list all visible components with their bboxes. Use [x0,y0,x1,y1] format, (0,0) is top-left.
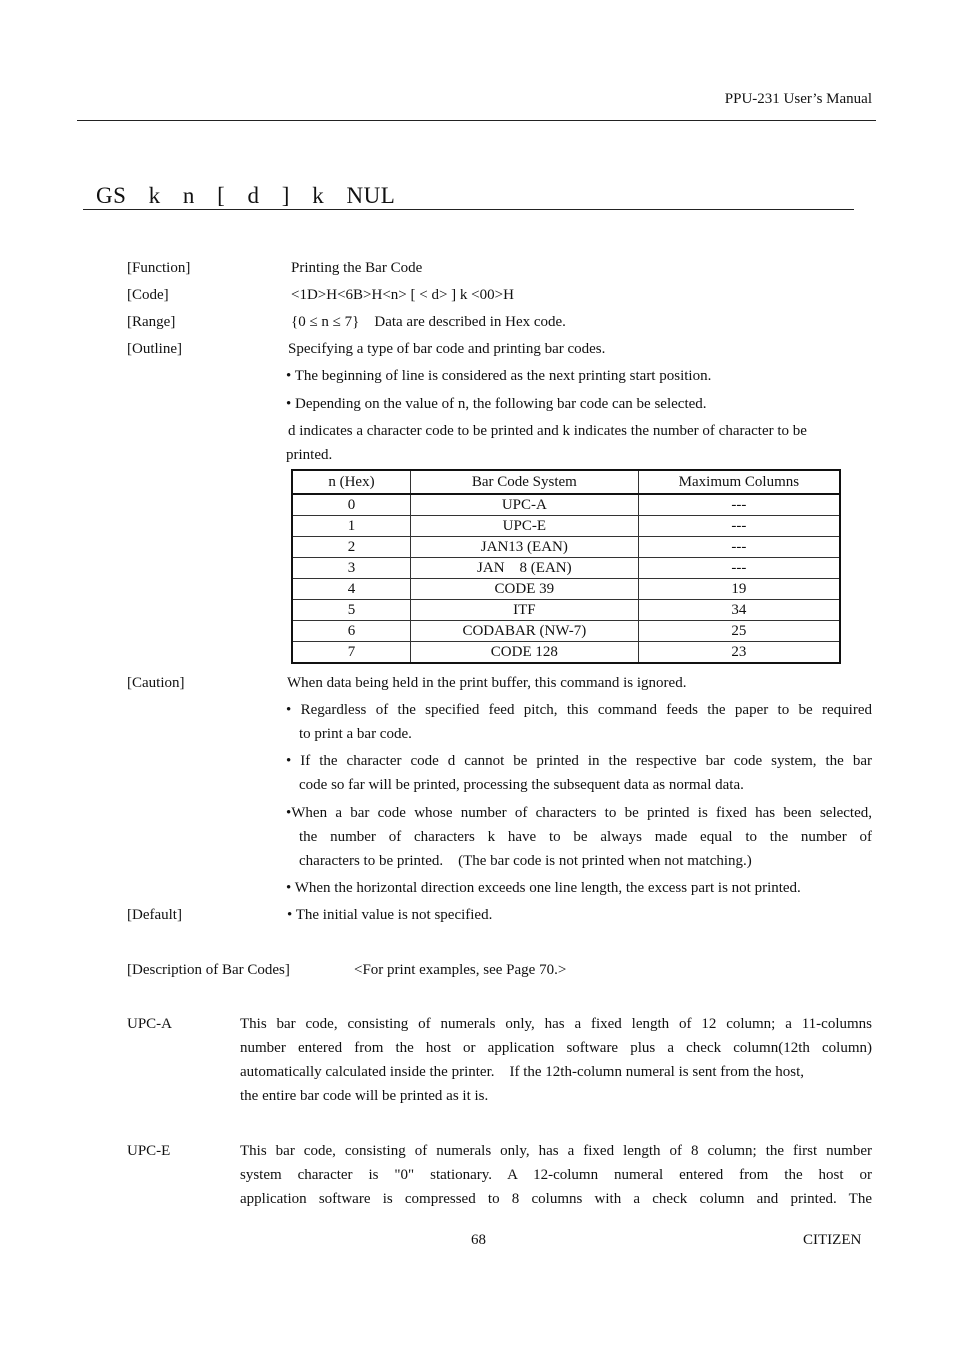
barcode-system-table [291,469,841,664]
table-cell-max: --- [638,516,840,537]
caution-bullet-4: • When the horizontal direction exceeds one line length, the excess part is not printed. [286,880,801,896]
table-row [292,579,840,600]
table-cell-max: --- [638,537,840,558]
outline-bullet-1: • The beginning of line is considered as the next printing start position. [286,368,712,384]
table-cell-n: 3 [292,558,410,579]
range-label: [Range] [127,314,176,330]
table-cell-max: 34 [638,600,840,621]
upce-line-2: system character is "0" stationary. A 12-column numeral entered from the host or [240,1167,872,1183]
table-cell-n: 4 [292,579,410,600]
caution-bullet-3-line-2: the number of characters k have to be always made equal to the number of [299,829,872,845]
table-cell-n: 5 [292,600,410,621]
upce-line-1: This bar code, consisting of numerals only, has a fixed length of 8 column; the first number [240,1143,872,1159]
page-number: 68 [471,1232,486,1248]
caution-bullet-1-line-2: to print a bar code. [299,726,412,742]
function-label: [Function] [127,260,191,276]
table-cell-system: UPC-E [410,516,638,537]
range-value: {0 ≤ n ≤ 7} Data are described in Hex code. [291,314,566,330]
table-cell-system: CODE 39 [410,579,638,600]
table-cell-max: 23 [638,642,840,664]
table-header-n: n (Hex) [292,470,410,494]
default-value: • The initial value is not specified. [287,907,493,923]
caution-label: [Caution] [127,675,185,691]
caution-bullet-2-line-1: • If the character code d cannot be printed in the respective bar code system, the bar [286,753,872,769]
code-label: [Code] [127,287,169,303]
table-header-system: Bar Code System [410,470,638,494]
default-label: [Default] [127,907,182,923]
upca-line-4: the entire bar code will be printed as it is. [240,1088,489,1104]
table-cell-system: CODABAR (NW-7) [410,621,638,642]
table-cell-max: 19 [638,579,840,600]
header-rule [77,120,876,121]
command-title: GS k n [ d ] k NUL [96,183,396,208]
upce-label: UPC-E [127,1143,171,1159]
caution-bullet-3-line-3: characters to be printed. (The bar code is not printed when not matching.) [299,853,752,869]
table-row [292,494,840,516]
description-note: <For print examples, see Page 70.> [354,962,567,978]
table-cell-system: JAN 8 (EAN) [410,558,638,579]
footer-brand: CITIZEN [803,1232,862,1248]
upca-line-1: This bar code, consisting of numerals only, has a fixed length of 12 column; a 11-columns [240,1016,872,1032]
table-cell-system: CODE 128 [410,642,638,664]
running-header: PPU-231 User’s Manual [724,91,872,107]
table-cell-max: 25 [638,621,840,642]
table-row [292,642,840,664]
function-value: Printing the Bar Code [291,260,423,276]
upca-label: UPC-A [127,1016,173,1032]
upca-line-3: automatically calculated inside the printer. If the 12th-column numeral is sent from the host, [240,1064,805,1080]
table-cell-n: 0 [292,494,410,516]
table-row [292,558,840,579]
table-row [292,621,840,642]
outline-label: [Outline] [127,341,182,357]
caution-bullet-3-line-1: •When a bar code whose number of characters to be printed is fixed has been selected, [286,805,872,821]
table-cell-n: 2 [292,537,410,558]
upca-line-2: number entered from the host or application software plus a check column(12th column) [240,1040,872,1056]
table-row [292,516,840,537]
table-header-row [292,470,840,494]
table-cell-system: UPC-A [410,494,638,516]
outline-value: Specifying a type of bar code and printing bar codes. [288,341,606,357]
command-rule [83,209,854,210]
table-header-max-columns: Maximum Columns [638,470,840,494]
caution-bullet-2-line-2: code so far will be printed, processing the subsequent data as normal data. [299,777,744,793]
caution-intro: When data being held in the print buffer, this command is ignored. [287,675,687,691]
outline-bullet-2: • Depending on the value of n, the following bar code can be selected. [286,396,707,412]
table-cell-n: 7 [292,642,410,664]
table-cell-max: --- [638,494,840,516]
table-row [292,537,840,558]
description-label: [Description of Bar Codes] [127,962,290,978]
caution-bullet-1-line-1: • Regardless of the specified feed pitch, this command feeds the paper to be required [286,702,872,718]
table-cell-max: --- [638,558,840,579]
code-value: <1D>H<6B>H<n> [ < d> ] k <00>H [291,287,514,303]
outline-note-line-2: printed. [286,447,333,463]
table-cell-system: ITF [410,600,638,621]
table-cell-system: JAN13 (EAN) [410,537,638,558]
table-cell-n: 6 [292,621,410,642]
table-cell-n: 1 [292,516,410,537]
outline-note-line-1: d indicates a character code to be printed and k indicates the number of character to be [288,423,807,439]
upce-line-3: application software is compressed to 8 columns with a check column and printed. The [240,1191,872,1207]
table-row [292,600,840,621]
